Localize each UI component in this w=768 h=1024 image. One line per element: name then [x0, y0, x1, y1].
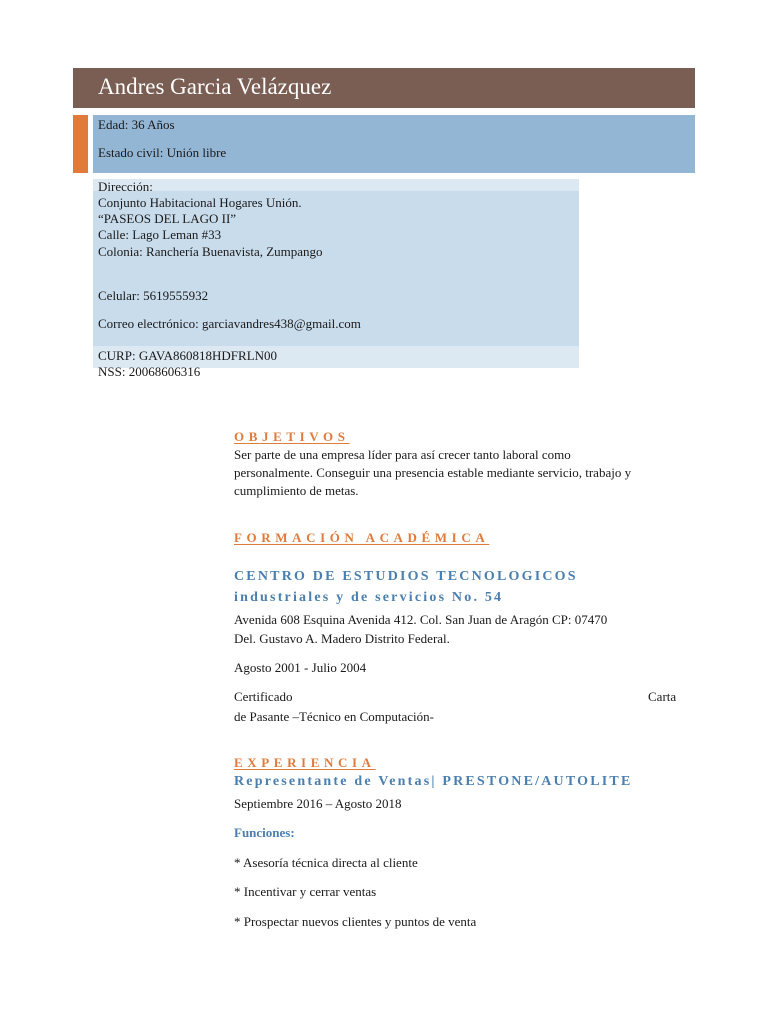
functions-label: Funciones: [234, 825, 295, 840]
address-top-strip [93, 179, 579, 191]
address-line-2: “PASEOS DEL LAGO II” [98, 211, 237, 226]
certificate-left: Certificado [234, 689, 293, 704]
function-item: * Prospectar nuevos clientes y puntos de venta [234, 914, 477, 929]
experience-period: Septiembre 2016 – Agosto 2018 [234, 796, 402, 811]
school-address-line-1: Avenida 608 Esquina Avenida 412. Col. San Juan de Aragón CP: 07470 [234, 612, 608, 627]
function-item: * Incentivar y cerrar ventas [234, 884, 377, 899]
accent-tab [73, 115, 88, 173]
email-text: Correo electrónico: garciavandres438@gmail.com [98, 316, 361, 331]
objectives-heading: OBJETIVOS [234, 429, 350, 444]
objectives-line-3: cumplimiento de metas. [234, 483, 359, 498]
objectives-line-2: personalmente. Conseguir una presencia estable mediante servicio, trabajo y [234, 465, 632, 480]
education-period: Agosto 2001 - Julio 2004 [234, 660, 367, 675]
age-text: Edad: 36 Años [98, 117, 175, 132]
objectives-line-1: Ser parte de una empresa líder para así crecer tanto laboral como [234, 447, 571, 462]
nss-text: NSS: 20068606316 [98, 364, 201, 379]
school-name-line-2: industriales y de servicios No. 54 [234, 590, 504, 605]
certificate-line-2: de Pasante –Técnico en Computación- [234, 709, 434, 724]
experience-heading: EXPERIENCIA [234, 755, 376, 770]
education-heading: FORMACIÓN ACADÉMICA [234, 530, 490, 545]
candidate-name: Andres Garcia Velázquez [98, 74, 332, 99]
address-line-3: Calle: Lago Leman #33 [98, 227, 222, 242]
certificate-right: Carta [648, 689, 677, 704]
personal-info-box [93, 115, 695, 173]
address-line-4: Colonia: Ranchería Buenavista, Zumpango [98, 244, 323, 259]
school-address-line-2: Del. Gustavo A. Madero Distrito Federal. [234, 631, 450, 646]
civil-status-text: Estado civil: Unión libre [98, 145, 227, 160]
phone-text: Celular: 5619555932 [98, 288, 209, 303]
curp-text: CURP: GAVA860818HDFRLN00 [98, 348, 278, 363]
address-line-1: Conjunto Habitacional Hogares Unión. [98, 195, 302, 210]
position-title: Representante de Ventas| PRESTONE/AUTOLITE [234, 774, 633, 789]
function-item: * Asesoría técnica directa al cliente [234, 855, 418, 870]
school-name-line-1: CENTRO DE ESTUDIOS TECNOLOGICOS [234, 569, 578, 584]
address-label: Dirección: [98, 179, 153, 194]
